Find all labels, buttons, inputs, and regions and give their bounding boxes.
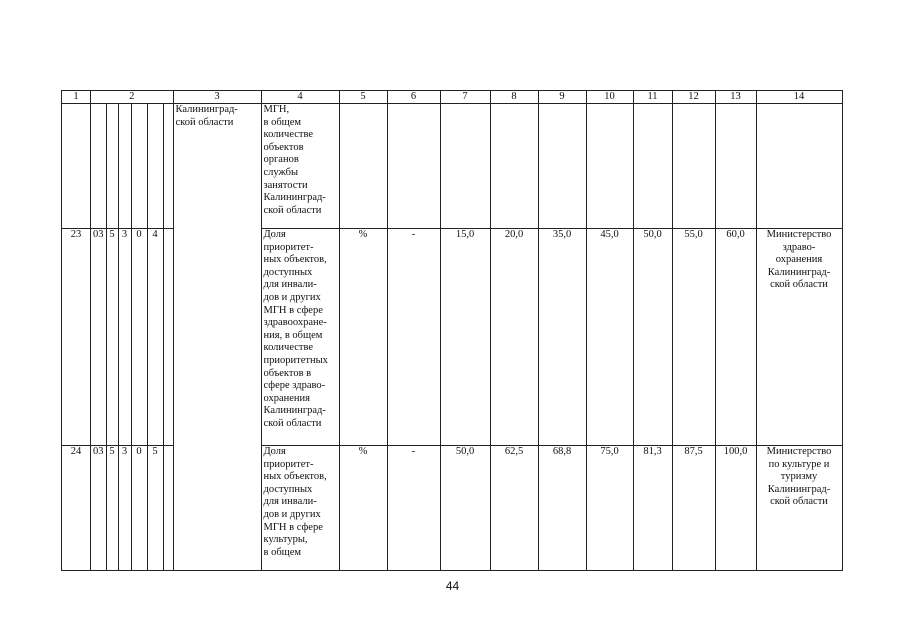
unit-cell: %: [339, 446, 387, 571]
header-cell: 8: [490, 91, 538, 104]
responsible-cell: Калининград- ской области: [173, 104, 261, 571]
table-cell: [163, 446, 173, 571]
header-cell: 11: [633, 91, 672, 104]
table-cell: [91, 104, 107, 229]
table-cell: [672, 104, 715, 229]
code-cell: 4: [147, 229, 163, 446]
table-cell: [106, 104, 118, 229]
unit-cell: %: [339, 229, 387, 446]
table-cell: [118, 104, 131, 229]
table-cell: [387, 104, 440, 229]
value-cell: 62,5: [490, 446, 538, 571]
header-cell: 7: [440, 91, 490, 104]
table-cell: [633, 104, 672, 229]
code-cell: 5: [106, 446, 118, 571]
value-cell: 68,8: [538, 446, 586, 571]
code-cell: 03: [91, 229, 107, 446]
executor-cell: Министерство по культуре и туризму Калининград- ской области: [756, 446, 842, 571]
header-cell: 12: [672, 91, 715, 104]
table-cell: [440, 104, 490, 229]
indicator-cell: Доля приоритет- ных объектов, доступных для инвали- дов и других МГН в сфере культуры, в общем: [261, 446, 339, 571]
value-cell: 87,5: [672, 446, 715, 571]
header-row: [62, 91, 843, 104]
table-cell: [339, 104, 387, 229]
header-cell: 3: [173, 91, 261, 104]
header-cell: 2: [91, 91, 174, 104]
table-cell: [538, 104, 586, 229]
value-cell: 60,0: [715, 229, 756, 446]
table-row: [62, 104, 843, 229]
indicator-cell: МГН, в общем количестве объектов органов службы занятости Калининград- ской области: [261, 104, 339, 229]
value-cell: 50,0: [440, 446, 490, 571]
value-cell: 20,0: [490, 229, 538, 446]
code-cell: 3: [118, 446, 131, 571]
table-cell: [490, 104, 538, 229]
code-cell: 5: [106, 229, 118, 446]
header-cell: 6: [387, 91, 440, 104]
header-cell: 13: [715, 91, 756, 104]
value-cell: 100,0: [715, 446, 756, 571]
indicators-table: [61, 90, 843, 571]
table-cell: [715, 104, 756, 229]
code-cell: 3: [118, 229, 131, 446]
value-cell: 81,3: [633, 446, 672, 571]
header-cell: 9: [538, 91, 586, 104]
executor-cell: Министерство здраво- охранения Калининград- ской области: [756, 229, 842, 446]
table-cell: [163, 229, 173, 446]
code-cell: 0: [131, 446, 147, 571]
header-cell: 4: [261, 91, 339, 104]
value-cell: 50,0: [633, 229, 672, 446]
table-cell: [586, 104, 633, 229]
value-cell: 45,0: [586, 229, 633, 446]
base-value-cell: -: [387, 446, 440, 571]
value-cell: 35,0: [538, 229, 586, 446]
table-cell: [756, 104, 842, 229]
header-cell: 1: [62, 91, 91, 104]
header-cell: 14: [756, 91, 842, 104]
table-cell: [62, 104, 91, 229]
code-cell: 5: [147, 446, 163, 571]
table-cell: [131, 104, 147, 229]
table-cell: [163, 104, 173, 229]
header-cell: 5: [339, 91, 387, 104]
value-cell: 55,0: [672, 229, 715, 446]
base-value-cell: -: [387, 229, 440, 446]
indicator-cell: Доля приоритет- ных объектов, доступных для инвали- дов и других МГН в сфере здравоохране- ния, в общем количестве приоритетных объектов в сфере здраво- охранения Калининград- ской области: [261, 229, 339, 446]
header-cell: 10: [586, 91, 633, 104]
page-number: 44: [445, 579, 460, 593]
code-cell: 0: [131, 229, 147, 446]
value-cell: 15,0: [440, 229, 490, 446]
code-cell: 03: [91, 446, 107, 571]
row-number: 24: [62, 446, 91, 571]
row-number: 23: [62, 229, 91, 446]
table-cell: [147, 104, 163, 229]
value-cell: 75,0: [586, 446, 633, 571]
